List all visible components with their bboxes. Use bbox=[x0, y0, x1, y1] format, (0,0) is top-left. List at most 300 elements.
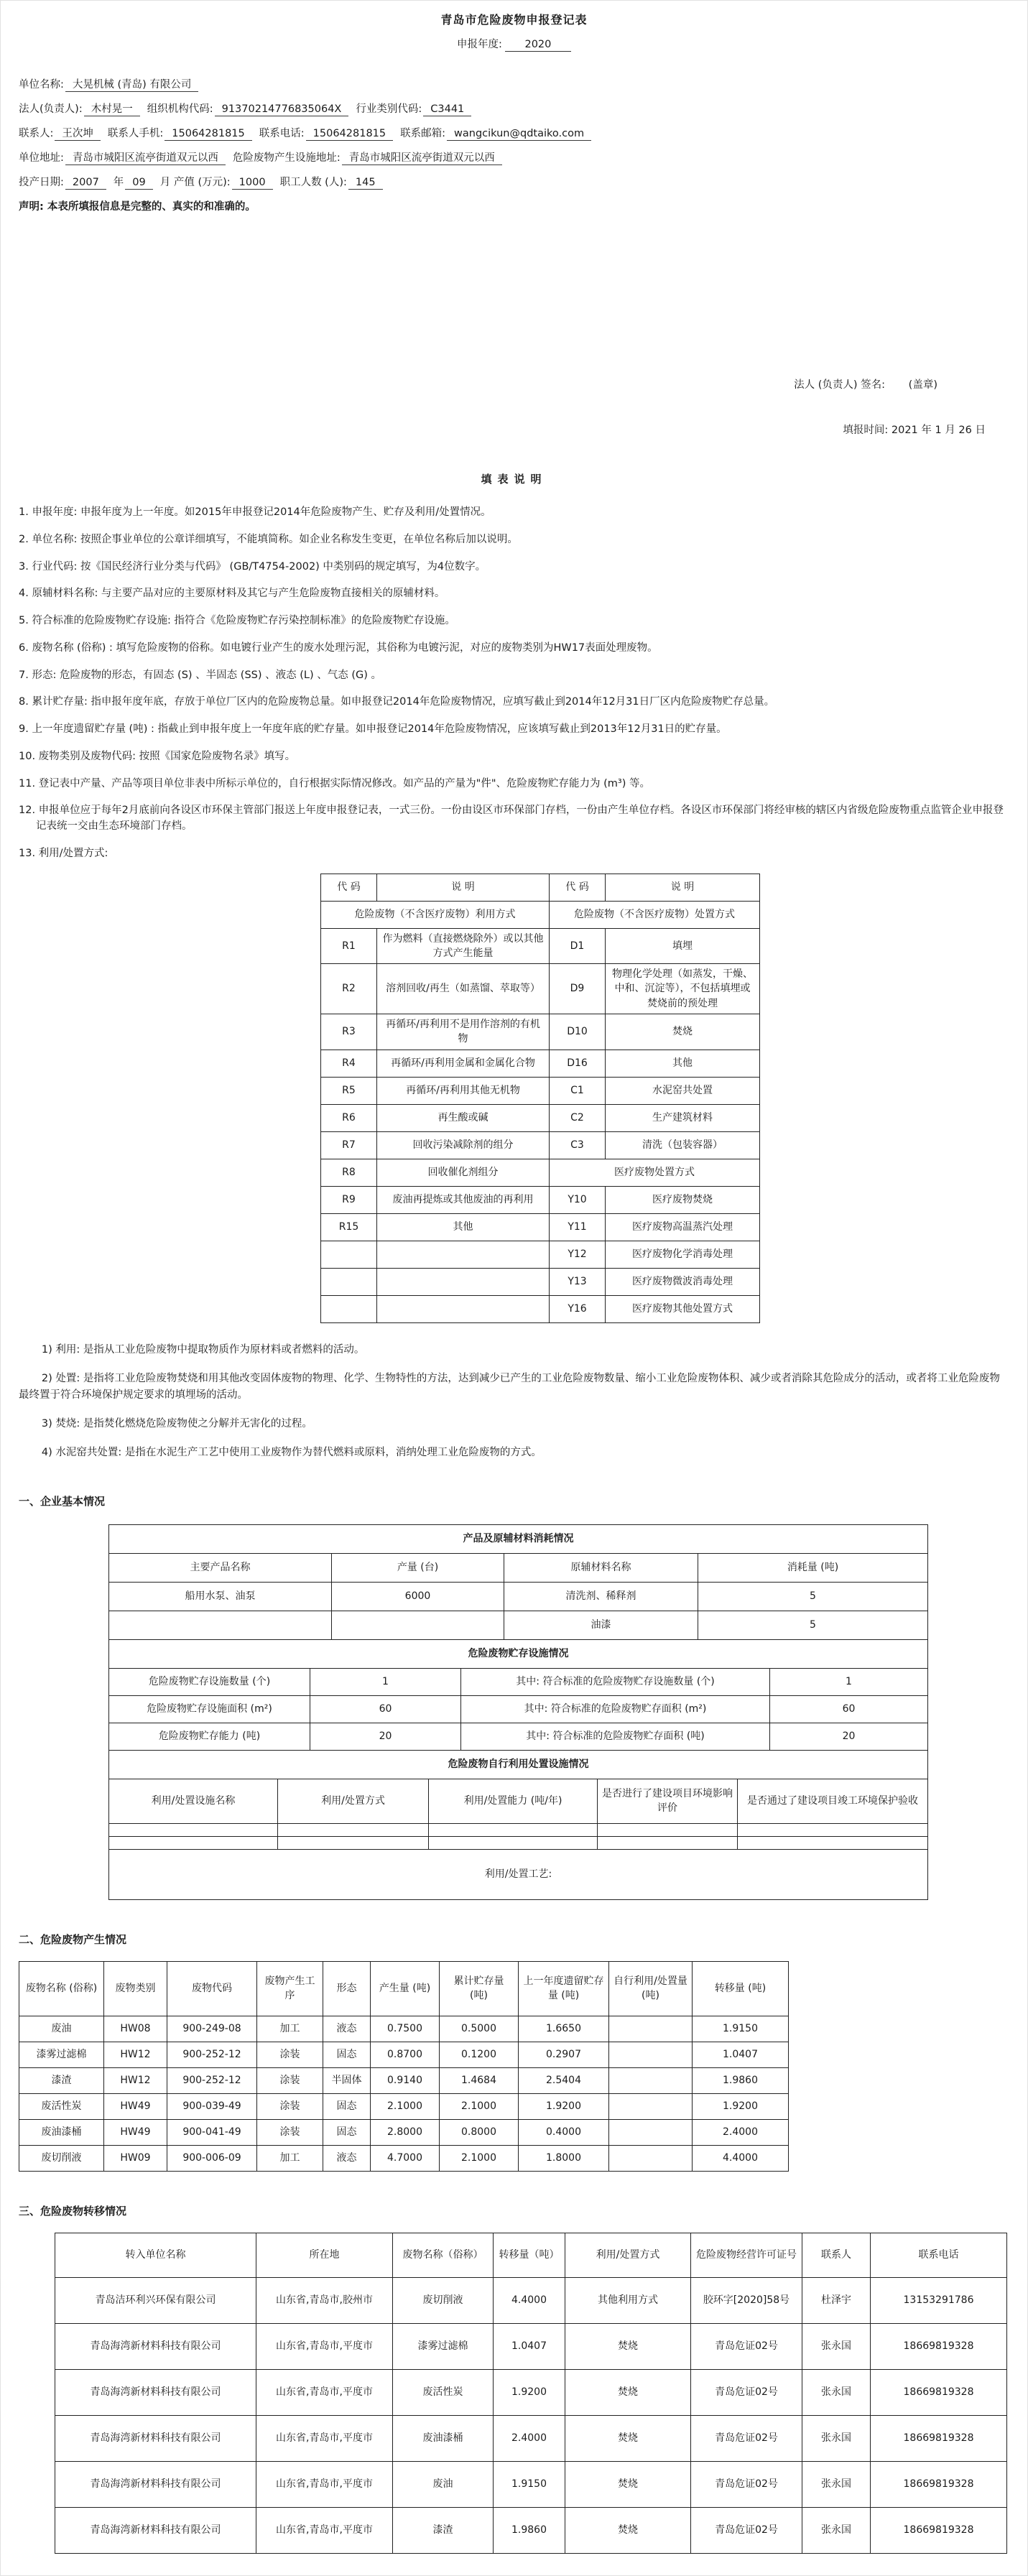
table-row bbox=[19, 2067, 789, 2093]
table-row bbox=[109, 1823, 928, 1836]
table-cell: 1 bbox=[770, 1668, 928, 1695]
table-cell: 山东省,青岛市,平度市 bbox=[256, 2461, 393, 2507]
table-cell: HW12 bbox=[104, 2067, 167, 2093]
table-cell: 0.8700 bbox=[371, 2042, 440, 2067]
self-utilization-facilities-table bbox=[108, 1750, 928, 1900]
table-cell: 废物类别 bbox=[104, 1961, 167, 2016]
table-cell: 再循环/再利用其他无机物 bbox=[377, 1077, 550, 1104]
table-cell: 1.9200 bbox=[494, 2369, 565, 2415]
table-cell: 0.8000 bbox=[440, 2119, 519, 2145]
instruction-item: 13. 利用/处置方式: bbox=[19, 847, 108, 859]
table-cell: 加工 bbox=[257, 2016, 323, 2042]
field-value: C3441 bbox=[423, 103, 471, 116]
table-row bbox=[109, 1582, 928, 1611]
table-cell: HW09 bbox=[104, 2145, 167, 2171]
table-cell: 油漆 bbox=[504, 1611, 698, 1639]
table-cell: 焚烧 bbox=[565, 2461, 691, 2507]
table-cell: 自行利用/处置量 (吨) bbox=[609, 1961, 693, 2016]
definition-notes bbox=[19, 1342, 1009, 1462]
page-title: 青岛市危险废物申报登记表 bbox=[440, 13, 588, 27]
table-cell: 回收催化剂组分 bbox=[377, 1159, 550, 1186]
table-cell: 物理化学处理（如蒸发，干燥、中和、沉淀等），不包括填埋或焚烧前的预处理 bbox=[606, 964, 760, 1014]
table-cell: 山东省,青岛市,平度市 bbox=[256, 2415, 393, 2461]
table-cell: 形态 bbox=[323, 1961, 371, 2016]
company-info-block bbox=[19, 78, 1009, 215]
table-cell: 累计贮存量 (吨) bbox=[440, 1961, 519, 2016]
field-label: 危险废物产生设施地址: bbox=[232, 152, 341, 165]
table-cell: 医疗废物处置方式 bbox=[550, 1159, 760, 1186]
table-cell: 山东省,青岛市,胶州市 bbox=[256, 2277, 393, 2323]
table-cell: 涂装 bbox=[257, 2042, 323, 2067]
table-cell bbox=[429, 1823, 598, 1836]
table-row bbox=[321, 1104, 760, 1131]
table-cell: 医疗废物微波消毒处理 bbox=[606, 1268, 760, 1295]
table-cell: 1 bbox=[310, 1668, 461, 1695]
table-cell bbox=[321, 1268, 377, 1295]
table-cell: 60 bbox=[770, 1695, 928, 1723]
table-cell: R15 bbox=[321, 1213, 377, 1241]
table-cell: 0.9140 bbox=[371, 2067, 440, 2093]
table-row bbox=[19, 2119, 789, 2145]
table-cell: 医疗废物其他处置方式 bbox=[606, 1295, 760, 1322]
table-cell: 是否通过了建设项目竣工环境保护验收 bbox=[738, 1779, 928, 1823]
table-cell bbox=[738, 1836, 928, 1849]
section-waste-transfer-heading: 三、危险废物转移情况 bbox=[19, 2204, 127, 2218]
table-cell: 胶环字[2020]58号 bbox=[691, 2277, 802, 2323]
table-cell bbox=[109, 1836, 278, 1849]
note-item: 1) 利用: 是指从工业危险废物中提取物质作为原材料或者燃料的活动。 bbox=[41, 1343, 365, 1356]
field-label: 行业类别代码: bbox=[356, 103, 422, 116]
table-cell bbox=[278, 1823, 429, 1836]
note-item: 2) 处置: 是指将工业危险废物焚烧和用其他改变固体废物的物理、化学、生物特性的方法，达到减少已产生的工业危险废物数量、缩小工业危险废物体积、减少或者消除其危险成分的活动，或者将工业危险废物最终置于符合环境保护规定要求的填埋场的活动。 bbox=[19, 1372, 1000, 1401]
table-cell: 1.9150 bbox=[494, 2461, 565, 2507]
table-cell: 0.4000 bbox=[519, 2119, 609, 2145]
field-value: 木村晃一 bbox=[84, 103, 140, 116]
table-cell bbox=[609, 2093, 693, 2119]
table-cell: 危险废物贮存设施面积 (m²) bbox=[109, 1695, 310, 1723]
table-cell bbox=[609, 2145, 693, 2171]
table-cell bbox=[377, 1241, 550, 1268]
table-cell bbox=[377, 1268, 550, 1295]
table-cell: 利用/处置方式 bbox=[278, 1779, 429, 1823]
table-row bbox=[109, 1849, 928, 1899]
field-value: 15064281815 bbox=[306, 128, 393, 141]
field-value: 青岛市城阳区流亭街道双元以西 bbox=[65, 152, 226, 165]
table-cell: 联系人 bbox=[802, 2233, 871, 2277]
table-cell: 1.9860 bbox=[693, 2067, 789, 2093]
table-row bbox=[109, 1553, 928, 1582]
table-cell: 涂装 bbox=[257, 2093, 323, 2119]
table-row bbox=[109, 1695, 928, 1723]
table-cell: 1.9150 bbox=[693, 2016, 789, 2042]
table-cell: 其他 bbox=[606, 1050, 760, 1077]
table-cell: 杜泽宇 bbox=[802, 2277, 871, 2323]
table-row bbox=[321, 1014, 760, 1050]
table-cell: 焚烧 bbox=[565, 2369, 691, 2415]
table-cell: 漆渣 bbox=[393, 2507, 494, 2553]
table-cell: 2.1000 bbox=[440, 2145, 519, 2171]
table-row bbox=[321, 874, 760, 901]
note-item: 3) 焚烧: 是指焚化燃烧危险废物使之分解并无害化的过程。 bbox=[41, 1418, 312, 1430]
table-cell bbox=[609, 2042, 693, 2067]
table-cell: 危险废物（不含医疗废物）利用方式 bbox=[321, 901, 550, 928]
table-cell: 作为燃料（直接燃烧除外）或以其他方式产生能量 bbox=[377, 928, 550, 964]
table-cell: 废油漆桶 bbox=[19, 2119, 104, 2145]
table-cell: 溶剂回收/再生（如蒸馏、萃取等） bbox=[377, 964, 550, 1014]
instruction-item: 3. 行业代码: 按《国民经济行业分类与代码》 (GB/T4754-2002) 中类别码的规定填写，为4位数字。 bbox=[19, 560, 486, 573]
table-row bbox=[109, 1723, 928, 1750]
field-value: 09 bbox=[125, 177, 152, 190]
table-row bbox=[55, 2461, 1007, 2507]
table-row bbox=[109, 1836, 928, 1849]
field-value: 145 bbox=[348, 177, 383, 190]
field-label: 年 bbox=[113, 177, 124, 189]
table-cell: 60 bbox=[310, 1695, 461, 1723]
table-cell bbox=[109, 1611, 332, 1639]
table-row bbox=[321, 1295, 760, 1322]
table-cell: HW49 bbox=[104, 2093, 167, 2119]
field-label: 单位名称: bbox=[19, 79, 64, 91]
table-cell bbox=[321, 1241, 377, 1268]
table-cell: 1.9200 bbox=[519, 2093, 609, 2119]
table-cell: C2 bbox=[550, 1104, 606, 1131]
waste-transfer-table bbox=[55, 2233, 1007, 2554]
table-cell: 张永国 bbox=[802, 2507, 871, 2553]
table-row bbox=[19, 2042, 789, 2067]
table-row bbox=[19, 2093, 789, 2119]
table-cell: 5 bbox=[698, 1582, 928, 1611]
table-cell: 青岛危证02号 bbox=[691, 2461, 802, 2507]
field-label: 联系人手机: bbox=[107, 128, 164, 140]
field-value: 91370214776835064X bbox=[215, 103, 349, 116]
field-label: 组织机构代码: bbox=[147, 103, 213, 116]
table-row bbox=[55, 2415, 1007, 2461]
table-row bbox=[19, 2016, 789, 2042]
table-cell: 废活性炭 bbox=[19, 2093, 104, 2119]
table-row bbox=[321, 928, 760, 964]
table-cell: D9 bbox=[550, 964, 606, 1014]
table-cell: 900-252-12 bbox=[167, 2067, 257, 2093]
table-cell: 山东省,青岛市,平度市 bbox=[256, 2323, 393, 2369]
table-cell: 山东省,青岛市,平度市 bbox=[256, 2507, 393, 2553]
table-cell bbox=[321, 1295, 377, 1322]
table-cell: 0.2907 bbox=[519, 2042, 609, 2067]
table-row bbox=[109, 1611, 928, 1639]
table-row bbox=[321, 1186, 760, 1213]
seal-label: (盖章) bbox=[908, 379, 937, 392]
table-cell bbox=[278, 1836, 429, 1849]
table-cell: 1.4684 bbox=[440, 2067, 519, 2093]
table-cell: 原辅材料名称 bbox=[504, 1553, 698, 1582]
table-cell: 其他利用方式 bbox=[565, 2277, 691, 2323]
table-cell: 青岛危证02号 bbox=[691, 2323, 802, 2369]
table-cell: 固态 bbox=[323, 2119, 371, 2145]
table-row bbox=[321, 1077, 760, 1104]
table-cell: 危险废物贮存能力 (吨) bbox=[109, 1723, 310, 1750]
table-cell: 船用水泵、油泵 bbox=[109, 1582, 332, 1611]
table-cell: 18669819328 bbox=[871, 2369, 1007, 2415]
table-cell: 4.7000 bbox=[371, 2145, 440, 2171]
table-cell: 青岛危证02号 bbox=[691, 2507, 802, 2553]
field-value: 15064281815 bbox=[165, 128, 251, 141]
table-cell: 6000 bbox=[332, 1582, 504, 1611]
table-cell: HW49 bbox=[104, 2119, 167, 2145]
table-row bbox=[321, 964, 760, 1014]
table-cell: 青岛海湾新材料科技有限公司 bbox=[55, 2369, 256, 2415]
table-cell: 0.5000 bbox=[440, 2016, 519, 2042]
table-cell: 900-041-49 bbox=[167, 2119, 257, 2145]
table-cell: 涂装 bbox=[257, 2067, 323, 2093]
table-cell bbox=[429, 1836, 598, 1849]
table-cell bbox=[609, 2119, 693, 2145]
table-cell: 青岛海湾新材料科技有限公司 bbox=[55, 2415, 256, 2461]
table-cell: 所在地 bbox=[256, 2233, 393, 2277]
table-cell: R3 bbox=[321, 1014, 377, 1050]
table-cell: 废物产生工序 bbox=[257, 1961, 323, 2016]
report-year-value: 2020 bbox=[505, 39, 571, 52]
unit-name-line bbox=[19, 78, 1009, 93]
table-cell: 漆雾过滤棉 bbox=[393, 2323, 494, 2369]
table-cell: 其中: 符合标准的危险废物贮存面积 (吨) bbox=[461, 1723, 770, 1750]
table-cell: 900-252-12 bbox=[167, 2042, 257, 2067]
table-cell: 转入单位名称 bbox=[55, 2233, 256, 2277]
table-row bbox=[19, 1961, 789, 2016]
table-cell: R4 bbox=[321, 1050, 377, 1077]
table-cell: 废活性炭 bbox=[393, 2369, 494, 2415]
table-cell: Y13 bbox=[550, 1268, 606, 1295]
table-cell: 危险废物（不含医疗废物）处置方式 bbox=[550, 901, 760, 928]
table-cell: 青岛危证02号 bbox=[691, 2415, 802, 2461]
table-cell bbox=[109, 1823, 278, 1836]
table-cell: 废油 bbox=[393, 2461, 494, 2507]
table-cell: 青岛洁环利兴环保有限公司 bbox=[55, 2277, 256, 2323]
table-cell: 废油 bbox=[19, 2016, 104, 2042]
table-row bbox=[321, 1050, 760, 1077]
table-cell: 代 码 bbox=[321, 874, 377, 901]
table-cell: 青岛海湾新材料科技有限公司 bbox=[55, 2323, 256, 2369]
table-cell: 18669819328 bbox=[871, 2507, 1007, 2553]
table-cell: 是否进行了建设项目环境影响评价 bbox=[598, 1779, 738, 1823]
table-cell: 焚烧 bbox=[565, 2415, 691, 2461]
table-cell: Y10 bbox=[550, 1186, 606, 1213]
table-cell: Y12 bbox=[550, 1241, 606, 1268]
table-cell bbox=[332, 1611, 504, 1639]
signature-line bbox=[1, 376, 1027, 392]
table-cell: R9 bbox=[321, 1186, 377, 1213]
table-cell: 清洗剂、稀释剂 bbox=[504, 1582, 698, 1611]
table-cell: 4.4000 bbox=[494, 2277, 565, 2323]
table-cell: 水泥窑共处置 bbox=[606, 1077, 760, 1104]
storage-facilities-table bbox=[108, 1639, 928, 1751]
table-cell: D16 bbox=[550, 1050, 606, 1077]
table-cell: R6 bbox=[321, 1104, 377, 1131]
field-value: wangcikun@qdtaiko.com bbox=[447, 128, 591, 141]
table-cell: 利用/处置设施名称 bbox=[109, 1779, 278, 1823]
table-cell: 产品及原辅材料消耗情况 bbox=[109, 1524, 928, 1553]
table-cell: 废物代码 bbox=[167, 1961, 257, 2016]
table-cell: 医疗废物焚烧 bbox=[606, 1186, 760, 1213]
table-cell: 青岛海湾新材料科技有限公司 bbox=[55, 2507, 256, 2553]
table-cell: R5 bbox=[321, 1077, 377, 1104]
address-line bbox=[19, 151, 1009, 166]
instruction-item: 11. 登记表中产量、产品等项目单位非表中所标示单位的，自行根据实际情况修改。如产品的产量为"件"、危险废物贮存能力为 (m³) 等。 bbox=[19, 777, 650, 789]
field-value: 大晃机械 (青岛) 有限公司 bbox=[65, 79, 199, 92]
table-cell: 说 明 bbox=[377, 874, 550, 901]
field-value: 王次坤 bbox=[55, 128, 101, 141]
table-cell: 废物名称 (俗称) bbox=[19, 1961, 104, 2016]
table-cell: 消耗量 (吨) bbox=[698, 1553, 928, 1582]
table-cell: 1.6650 bbox=[519, 2016, 609, 2042]
table-cell bbox=[609, 2067, 693, 2093]
report-year-label: 申报年度: bbox=[457, 39, 502, 50]
section-waste-generation-heading: 二、危险废物产生情况 bbox=[19, 1932, 127, 1946]
table-cell: 900-039-49 bbox=[167, 2093, 257, 2119]
field-label: 投产日期: bbox=[19, 177, 64, 189]
table-cell: 利用/处置方式 bbox=[565, 2233, 691, 2277]
table-cell: 青岛危证02号 bbox=[691, 2369, 802, 2415]
table-cell: 填埋 bbox=[606, 928, 760, 964]
table-cell: 其他 bbox=[377, 1213, 550, 1241]
table-cell: 液态 bbox=[323, 2016, 371, 2042]
table-row bbox=[321, 901, 760, 928]
table-cell: 1.9200 bbox=[693, 2093, 789, 2119]
instruction-item: 7. 形态: 危险废物的形态，有固态 (S) 、半固态 (SS) 、液态 (L) 、气态 (G) 。 bbox=[19, 669, 381, 681]
table-cell: R7 bbox=[321, 1131, 377, 1159]
utilization-disposal-codes-table bbox=[320, 874, 760, 1323]
table-row bbox=[321, 1159, 760, 1186]
table-cell: 固态 bbox=[323, 2093, 371, 2119]
table-cell: 废油再提炼或其他废油的再利用 bbox=[377, 1186, 550, 1213]
table-cell: Y11 bbox=[550, 1213, 606, 1241]
table-row bbox=[109, 1668, 928, 1695]
table-cell bbox=[738, 1823, 928, 1836]
table-row bbox=[55, 2323, 1007, 2369]
table-cell bbox=[609, 2016, 693, 2042]
table-cell: 废物名称（俗称） bbox=[393, 2233, 494, 2277]
declaration-text: 声明: 本表所填报信息是完整的、真实的和准确的。 bbox=[19, 201, 256, 213]
instruction-item: 5. 符合标准的危险废物贮存设施: 指符合《危险废物贮存污染控制标准》的危险废物贮存设施。 bbox=[19, 615, 455, 627]
table-cell: 1.0407 bbox=[494, 2323, 565, 2369]
table-cell: 2.8000 bbox=[371, 2119, 440, 2145]
table-cell: 危险废物贮存设施数量 (个) bbox=[109, 1668, 310, 1695]
table-cell: 危险废物贮存设施情况 bbox=[109, 1639, 928, 1668]
table-cell: 医疗废物化学消毒处理 bbox=[606, 1241, 760, 1268]
table-cell: 900-006-09 bbox=[167, 2145, 257, 2171]
table-cell: 说 明 bbox=[606, 874, 760, 901]
instruction-item: 12. 申报单位应于每年2月底前向各设区市环保主管部门报送上年度申报登记表，一式三份。一份由设区市环保部门存档，一份由产生单位存档。各设区市环保部门将经审核的辖区内省级危险废物重点监管企业申报登记表统一交由生态环境部门存档。 bbox=[19, 805, 1004, 833]
table-cell: 焚烧 bbox=[606, 1014, 760, 1050]
table-cell: 回收污染减除剂的组分 bbox=[377, 1131, 550, 1159]
table-cell: 漆渣 bbox=[19, 2067, 104, 2093]
table-cell: 废切削液 bbox=[19, 2145, 104, 2171]
table-cell: 张永国 bbox=[802, 2369, 871, 2415]
table-cell: 上一年度遗留贮存量 (吨) bbox=[519, 1961, 609, 2016]
table-cell: 生产建筑材料 bbox=[606, 1104, 760, 1131]
table-cell: 涂装 bbox=[257, 2119, 323, 2145]
table-cell: 产量 (台) bbox=[332, 1553, 504, 1582]
table-cell: R8 bbox=[321, 1159, 377, 1186]
table-cell: 900-249-08 bbox=[167, 2016, 257, 2042]
instruction-item: 1. 申报年度: 申报年度为上一年度。如2015年申报登记2014年危险废物产生、贮存及利用/处置情况。 bbox=[19, 506, 491, 519]
table-cell: 4.4000 bbox=[693, 2145, 789, 2171]
table-row bbox=[321, 1268, 760, 1295]
enterprise-basics-table-group bbox=[108, 1524, 927, 1900]
table-cell: R2 bbox=[321, 964, 377, 1014]
table-cell: 2.1000 bbox=[440, 2093, 519, 2119]
table-cell: 代 码 bbox=[550, 874, 606, 901]
table-cell: C3 bbox=[550, 1131, 606, 1159]
table-cell: 再循环/再利用不是用作溶剂的有机物 bbox=[377, 1014, 550, 1050]
table-cell: 20 bbox=[770, 1723, 928, 1750]
table-cell: 张永国 bbox=[802, 2415, 871, 2461]
table-cell: 13153291786 bbox=[871, 2277, 1007, 2323]
contact-line bbox=[19, 126, 1009, 142]
table-row bbox=[55, 2277, 1007, 2323]
table-cell: 利用/处置工艺: bbox=[109, 1849, 928, 1899]
table-row bbox=[109, 1779, 928, 1823]
table-row bbox=[109, 1639, 928, 1668]
table-cell: 2.5404 bbox=[519, 2067, 609, 2093]
fill-date-line: 填报时间: 2021 年 1 月 26 日 bbox=[843, 425, 986, 437]
table-row bbox=[109, 1750, 928, 1779]
table-cell: 青岛海湾新材料科技有限公司 bbox=[55, 2461, 256, 2507]
table-cell bbox=[598, 1823, 738, 1836]
production-line bbox=[19, 175, 1009, 190]
field-value: 1000 bbox=[232, 177, 273, 190]
instruction-item: 6. 废物名称 (俗称) : 填写危险废物的俗称。如电镀行业产生的废水处理污泥，其俗称为电镀污泥，对应的废物类别为HW17表面处理废物。 bbox=[19, 641, 658, 654]
table-row bbox=[109, 1524, 928, 1553]
table-cell: 医疗废物高温蒸汽处理 bbox=[606, 1213, 760, 1241]
table-cell: 5 bbox=[698, 1611, 928, 1639]
table-cell: 联系电话 bbox=[871, 2233, 1007, 2277]
table-cell: 其中: 符合标准的危险废物贮存设施数量 (个) bbox=[461, 1668, 770, 1695]
instructions-heading: 填表说明 bbox=[481, 473, 547, 486]
table-cell: C1 bbox=[550, 1077, 606, 1104]
field-value: 2007 bbox=[65, 177, 106, 190]
table-cell: 利用/处置能力 (吨/年) bbox=[429, 1779, 598, 1823]
legal-person-line bbox=[19, 102, 1009, 117]
table-cell: 焚烧 bbox=[565, 2323, 691, 2369]
table-row bbox=[321, 1213, 760, 1241]
table-cell: 转移量（吨） bbox=[494, 2233, 565, 2277]
table-cell: 再生酸或碱 bbox=[377, 1104, 550, 1131]
table-cell: 产生量 (吨) bbox=[371, 1961, 440, 2016]
table-cell: 加工 bbox=[257, 2145, 323, 2171]
table-cell: 清洗（包装容器） bbox=[606, 1131, 760, 1159]
table-cell bbox=[598, 1836, 738, 1849]
table-cell: 再循环/再利用金属和金属化合物 bbox=[377, 1050, 550, 1077]
table-cell: 0.1200 bbox=[440, 2042, 519, 2067]
table-row bbox=[321, 1131, 760, 1159]
instruction-item: 8. 累计贮存量: 指申报年度年底，存放于单位厂区内的危险废物总量。如申报登记2014年危险废物情况，应填写截止到2014年12月31日厂区内危险废物贮存总量。 bbox=[19, 696, 775, 708]
table-cell: 1.8000 bbox=[519, 2145, 609, 2171]
field-label: 联系电话: bbox=[259, 128, 305, 140]
table-cell: 固态 bbox=[323, 2042, 371, 2067]
table-cell: 山东省,青岛市,平度市 bbox=[256, 2369, 393, 2415]
signature-label: 法人 (负责人) 签名: bbox=[794, 379, 886, 392]
table-cell: 18669819328 bbox=[871, 2461, 1007, 2507]
table-cell: HW08 bbox=[104, 2016, 167, 2042]
table-cell: 20 bbox=[310, 1723, 461, 1750]
table-cell: HW12 bbox=[104, 2042, 167, 2067]
instruction-item: 2. 单位名称: 按照企事业单位的公章详细填写，不能填简称。如企业名称发生变更，在单位名称后加以说明。 bbox=[19, 533, 518, 545]
table-row bbox=[55, 2507, 1007, 2553]
table-cell: 18669819328 bbox=[871, 2323, 1007, 2369]
table-cell: 18669819328 bbox=[871, 2415, 1007, 2461]
instructions-list bbox=[19, 505, 1009, 862]
table-cell: D10 bbox=[550, 1014, 606, 1050]
table-cell: 转移量 (吨) bbox=[693, 1961, 789, 2016]
